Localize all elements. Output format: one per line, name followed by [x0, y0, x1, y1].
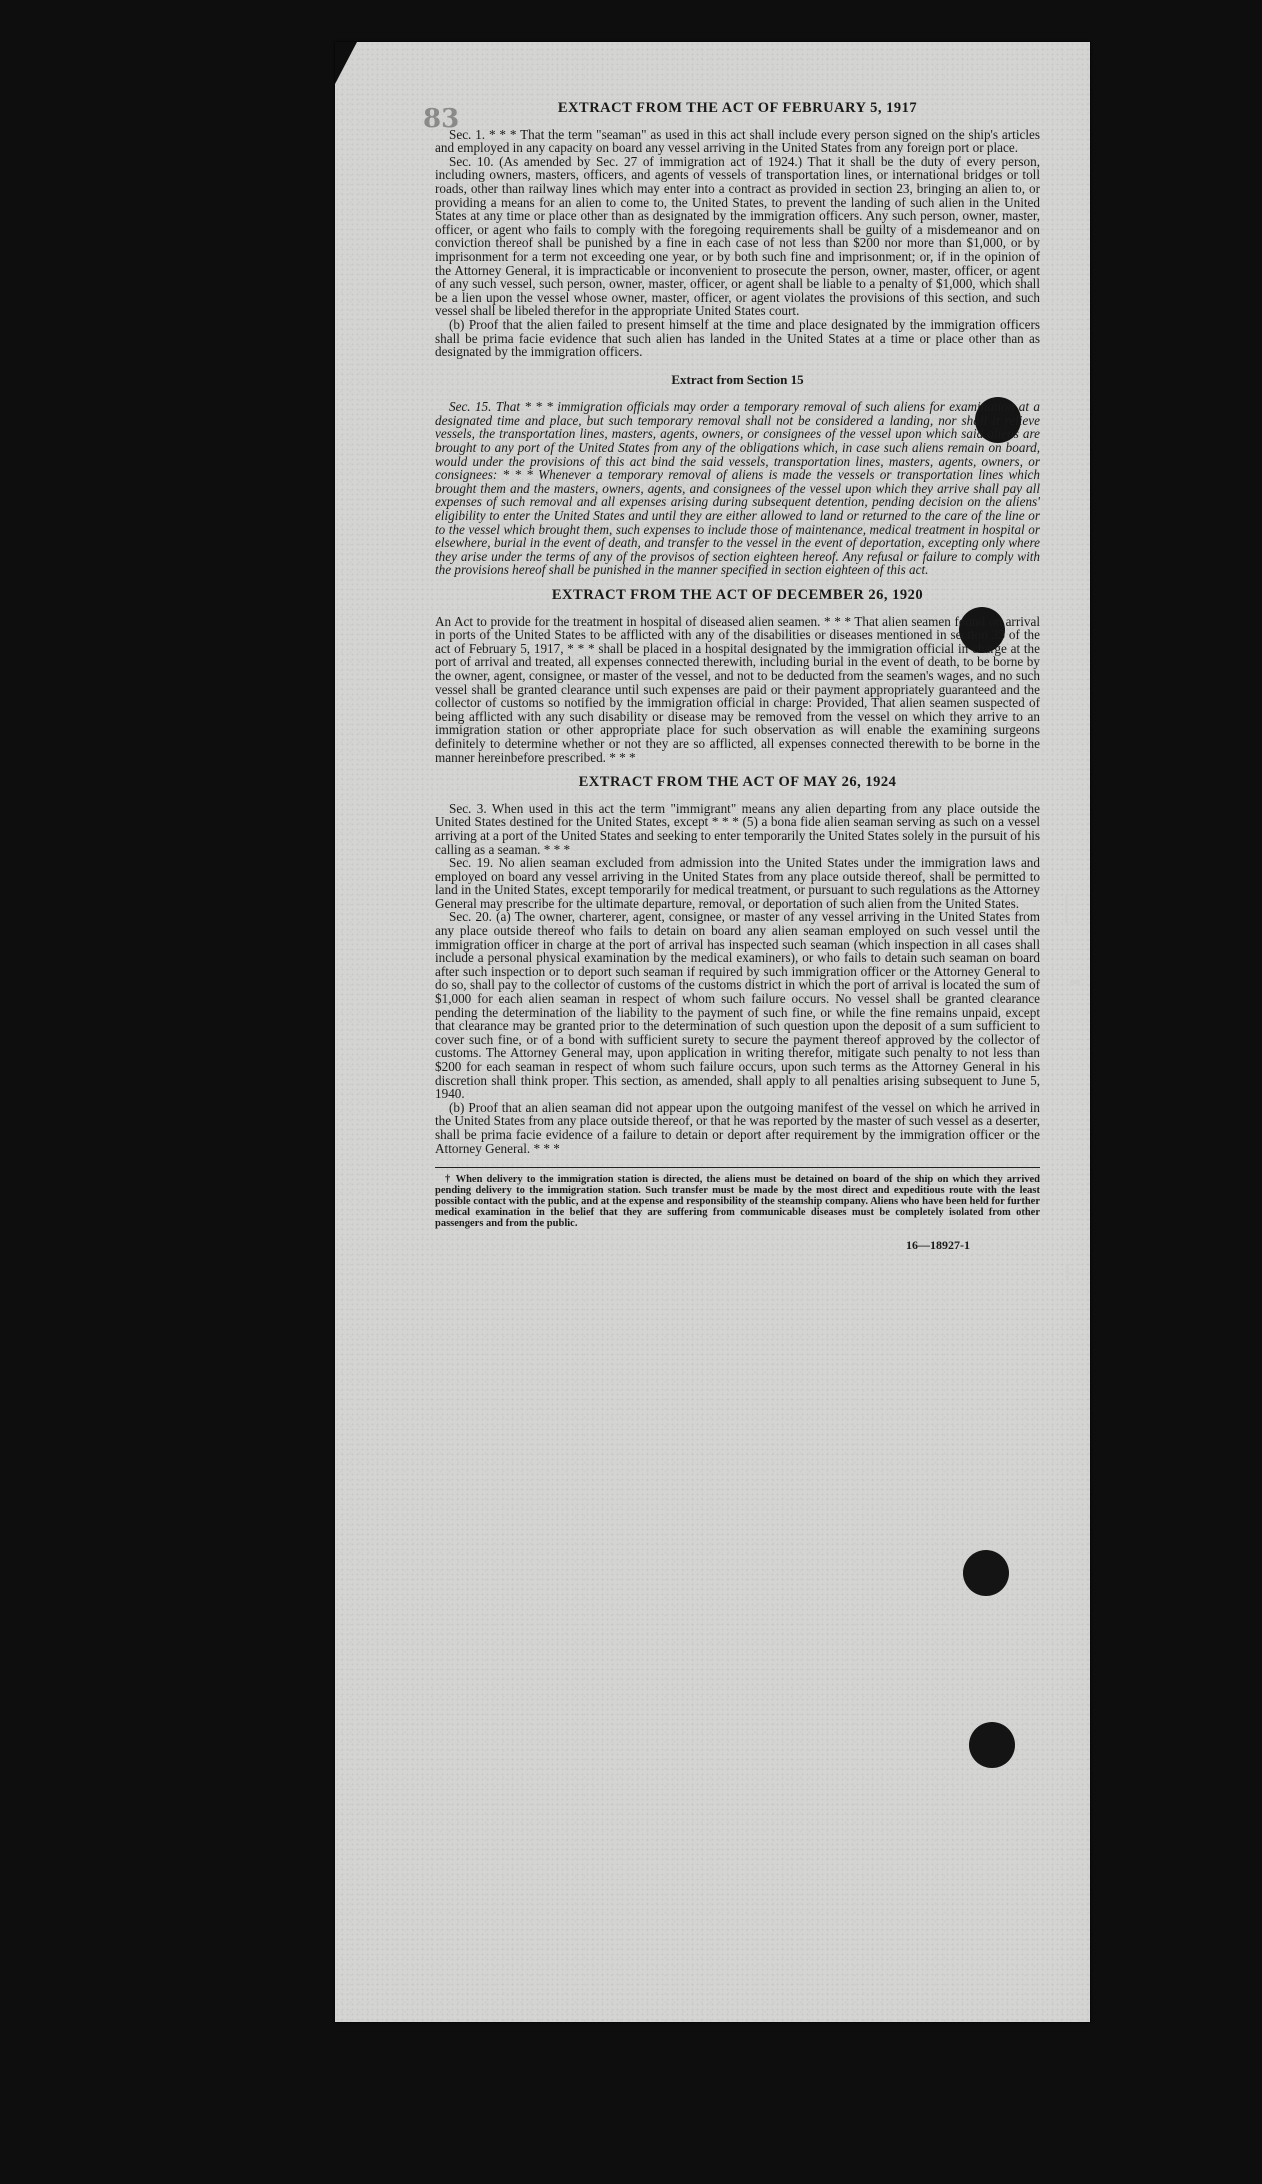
paragraph-sec-19: Sec. 19. No alien seaman excluded from admission into the United States under the immigration laws and employed on board any vessel arriving in the United States from any place outside thereof, shall be permitted to land in the United States, except temporarily for medical treatment, or pursuant to such regulations as the Attorney General may prescribe for the ultimate departure, removal, or deportation of such alien from the United States. — [435, 855, 1040, 911]
margin-mark — [1066, 1265, 1069, 1279]
document-body — [435, 102, 1040, 1253]
paragraph-sec-10-b: (b) Proof that the alien failed to present himself at the time and place designated by the immigration officers shall be prima facie evidence that such alien has landed in the United States at a time or place other than as designated by the immigration officers. — [435, 316, 1040, 360]
footnote: † When delivery to the immigration station is directed, the aliens must be detained on board of the ship on which they arrived pending delivery to the immigration station. Such transfer must be made by the most direct and expeditious route with the least possible contact with the public, and at the expense and responsibility of the steamship company. Aliens who have been held for further medical examination in the belief that they are suffering from communicable diseases must be completely isolated from other passengers and from the public. — [435, 1174, 1040, 1230]
paragraph-sec-10: Sec. 10. (As amended by Sec. 27 of immigration act of 1924.) That it shall be the duty of every person, including owners, masters, officers, and agents of vessels of transportation lines, or international bridges or toll roads, other than railway lines which may enter into a contract as provided in section 23, bringing an alien to, or providing a means for an alien to come to, the United States, to prevent the landing of such alien in the United States at any time or place other than as designated by the immigration officers. Any such person, owner, master, officer, or agent who fails to comply with the foregoing requirements shall be guilty of a misdemeanor and on conviction thereof shall be punished by a fine in each case of not less than $200 nor more than $1,000, or by imprisonment for a term not exceeding one year, or by both such fine and imprisonment; or, if in the opinion of the Attorney General, it is impracticable or inconvenient to prosecute the person, owner, master, officer, or agent of any such vessel, such person, owner, master, officer, or agent shall be liable to a penalty of $1,000, which shall be a lien upon the vessel whose owner, master, officer, or agent violates the provisions of this section, and such vessel shall be libeled therefor in the appropriate United States court. — [435, 153, 1040, 319]
paragraph-sec-20-a: Sec. 20. (a) The owner, charterer, agent, consignee, or master of any vessel arriving in the United States from any place outside thereof who fails to detain on board any alien seaman employed on such vessel until the immigration officer in charge at the port of arrival has inspected such seaman (which inspection in all cases shall include a personal physical examination by the medical examiners), or who fails to detain such seaman on board after such inspection or to deport such seaman if required by such immigration officer or the Attorney General to do so, shall pay to the collector of customs of the customs district in which the port of arrival is located the sum of $1,000 for each alien seaman in respect of whom such failure occurs. No vessel shall be granted clearance pending the determination of the liability to the payment of such fine, or while the fine remains unpaid, except that clearance may be granted prior to the determination of such question upon the deposit of a sum sufficient to cover such fine, or of a bond with sufficient surety to secure the payment thereof approved by the collector of customs. The Attorney General may, upon application in writing therefor, mitigate such penalty to not less than $200 for each seaman in respect of whom such failure occurs, upon such terms as the Attorney General in his discretion shall think proper. This section, as amended, shall apply to all penalties arising subsequent to June 5, 1940. — [435, 909, 1040, 1102]
footnote-divider — [435, 1167, 1040, 1168]
margin-mark — [1065, 895, 1068, 923]
section-heading-1920: EXTRACT FROM THE ACT OF DECEMBER 26, 1920 — [551, 587, 924, 603]
section-heading-1924: EXTRACT FROM THE ACT OF MAY 26, 1924 — [578, 774, 897, 791]
paragraph-sec-15: Sec. 15. That * * * immigration officials may order a temporary removal of such aliens for examination at a designated time and place, but such temporary removal shall not be considered a landing, nor shall it relieve vessels, the transportation lines, masters, agents, owners, or consignees of the vessel upon which said aliens are brought to any port of the United States from any of the obligations which, in case such aliens remain on board, would under the provisions of this act bind the said vessels, transportation lines, masters, agents, owners, or consignees: * * * Whenever a temporary removal of aliens is made the vessels or transportation lines which brought them and the masters, owners, agents, and consignees of the vessel upon which they arrive shall pay all expenses of such removal and all expenses arising during subsequent detention, pending decision on the aliens' eligibility to enter the United States and until they are either allowed to land or returned to the care of the line or to the vessel which brought them, such expenses to include those of maintenance, medical treatment in hospital or elsewhere, burial in the event of death, and transfer to the vessel in the event of deportation, excepting only where they arise under the terms of any of the provisos of section eighteen hereof. Any refusal or failure to comply with the provisions hereof shall be punished in the manner specified in section eighteen of this act. — [435, 399, 1040, 578]
section-heading-1917: EXTRACT FROM THE ACT OF FEBRUARY 5, 1917 — [557, 100, 918, 116]
page-number-mark: 83 — [423, 104, 460, 134]
paragraph-sec-20-b: (b) Proof that an alien seaman did not appear upon the outgoing manifest of the vessel on which he arrived in the United States from any place outside thereof, or that he was reported by the master of such vessel as a deserter, shall be prima facie evidence of a failure to detain or deport after requirement by the immigration officer or the Attorney General. * * * — [435, 1099, 1040, 1156]
paragraph-act-1920: An Act to provide for the treatment in hospital of diseased alien seamen. * * * That alien seamen found on arrival in ports of the United States to be afflicted with any of the disabilities or diseases mentioned in section 35 of the act of February 5, 1917, * * * shall be placed in a hospital designated by the immigration official in charge at the port of arrival and treated, all expenses connected therewith, including burial in the event of death, to be borne by the owner, agent, consignee, or master of the vessel, and not to be deducted from the seamen's wages, and no such vessel shall be granted clearance until such expenses are paid or their payment appropriately guaranteed and the collector of customs so notified by the immigration official in charge: Provided, That alien seamen suspected of being afflicted with any such disability or disease may be removed from the vessel on which they arrive to an immigration station or other appropriate place for such observation as will enable the examining surgeons definitely to determine whether or not they are so afflicted, all expenses connected therewith to be borne in the manner hereinbefore prescribed. * * * — [435, 613, 1040, 765]
punch-hole — [963, 1550, 1009, 1596]
paragraph-sec-3: Sec. 3. When used in this act the term "immigrant" means any alien departing from any place outside the United States destined for the United States, except * * * (5) a bona fide alien seaman serving as such on a vessel arriving at a port of the United States and seeking to enter temporarily the United States solely in the pursuit of his calling as a seaman. * * * — [435, 800, 1040, 857]
form-number: 16—18927-1 — [906, 1238, 970, 1253]
punch-hole — [969, 1722, 1015, 1768]
paragraph-sec-1: Sec. 1. * * * That the term "seaman" as used in this act shall include every person signed on the ship's articles and employed in any capacity on board any vessel arriving in the United States from any foreign port or place. — [435, 126, 1040, 156]
document-page — [335, 42, 1090, 2022]
folded-corner — [335, 42, 357, 84]
section-heading-section-15: Extract from Section 15 — [671, 371, 804, 387]
margin-mark — [1070, 980, 1080, 984]
